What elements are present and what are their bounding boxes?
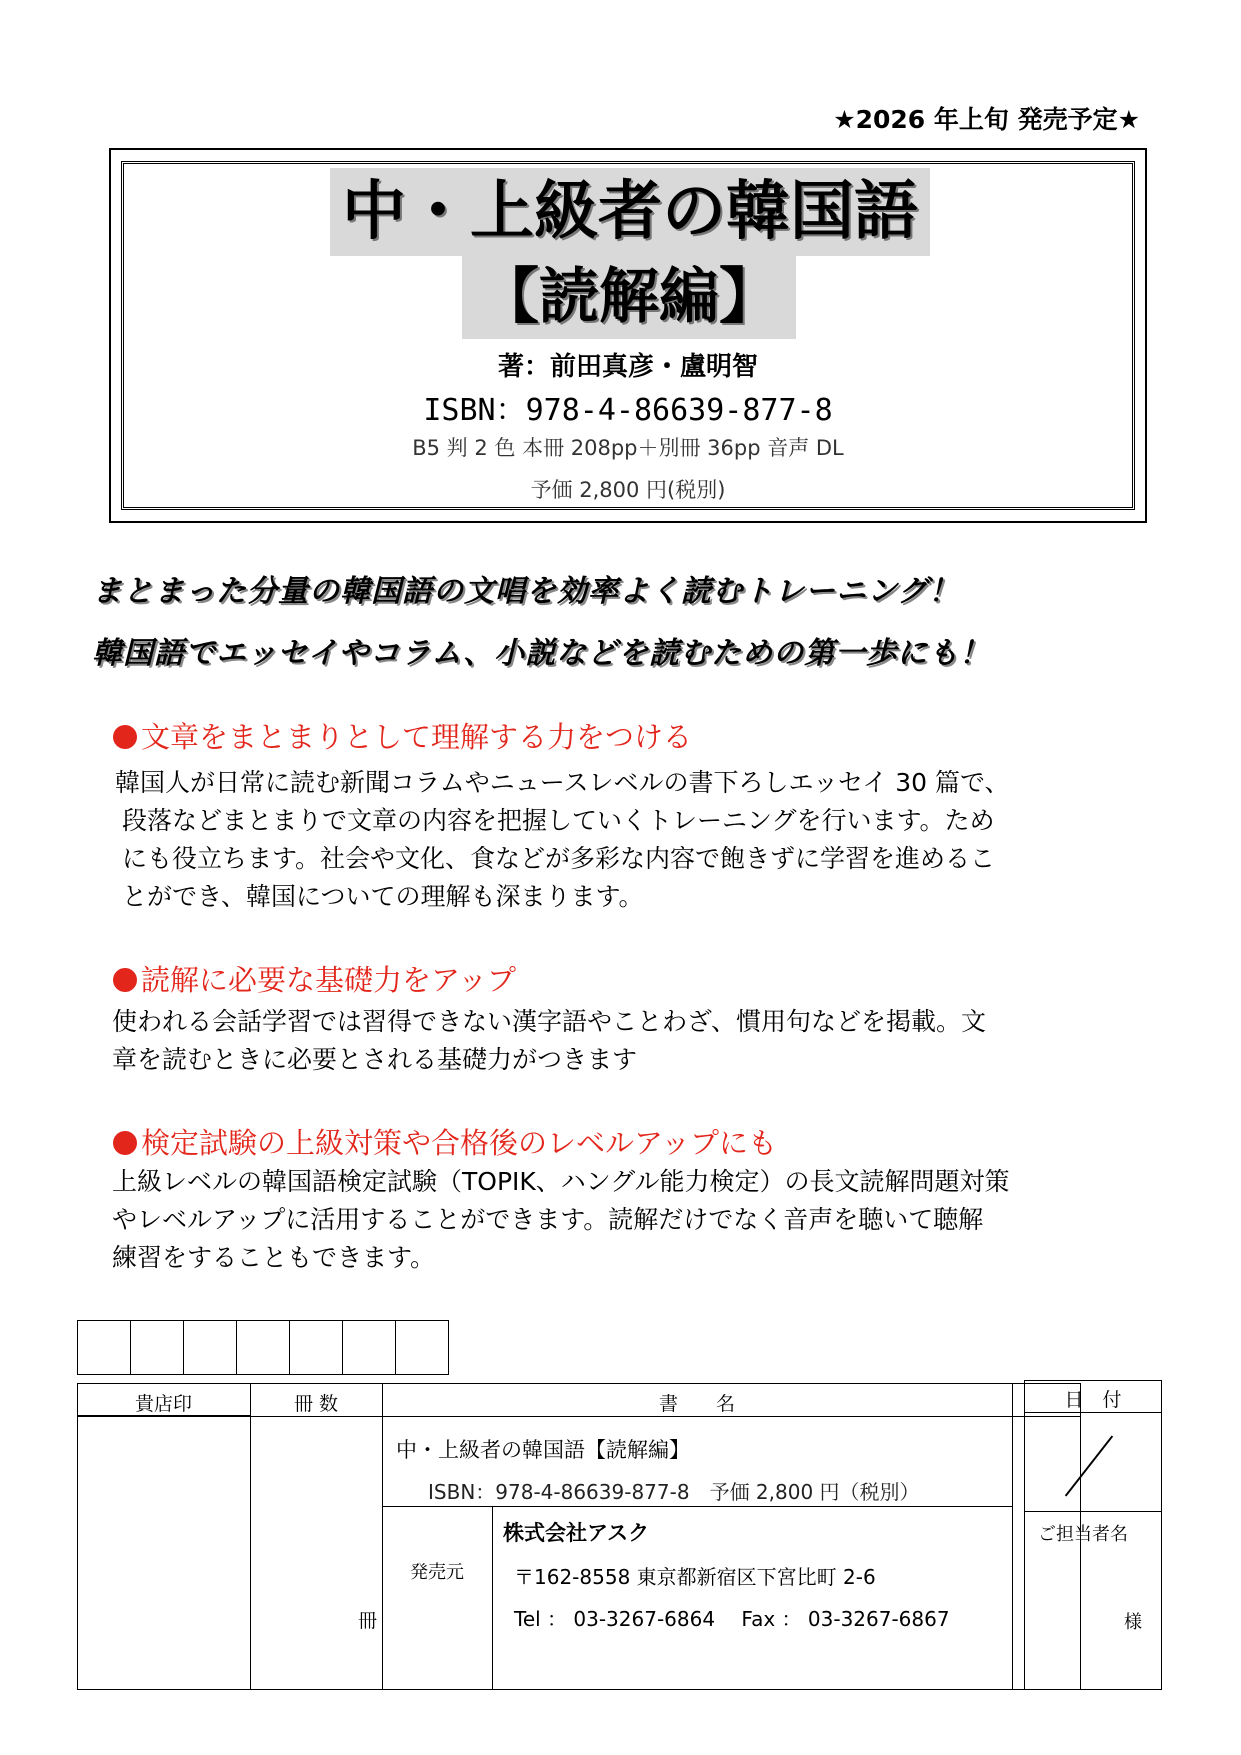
publisher-contact: Tel ： 03-3267-6864 Fax ： 03-3267-6867	[514, 1607, 950, 1631]
section-heading-text: 文章をまとまりとして理解する力をつける	[141, 720, 693, 754]
divider	[250, 1383, 251, 1690]
catchphrase-2: 韓国語でエッセイやコラム、小説などを読むための第一歩にも！	[92, 636, 991, 671]
form-book-title: 中・上級者の韓国語【読解編】	[396, 1438, 690, 1462]
code-box	[342, 1320, 396, 1375]
section-1-line-3: にも役立ちます。社会や文化、食などが多彩な内容で飽きずに学習を進めるこ	[122, 844, 996, 873]
code-box	[289, 1320, 343, 1375]
quantity-label: 冊 数	[293, 1393, 339, 1415]
section-1-line-2: 段落などまとまりで文章の内容を把握していくトレーニングを行います。ため	[122, 806, 995, 835]
book-subtitle: 【読解編】	[462, 256, 796, 339]
staff-name-label: ご担当者名	[1038, 1524, 1128, 1545]
section-3-line-2: やレベルアップに活用することができます。読解だけでなく音声を聴いて聴解	[112, 1205, 984, 1234]
book-spec: B5 判 2 色 本冊 208pp＋別冊 36pp 音声 DL	[412, 436, 844, 460]
section-3-line-1: 上級レベルの韓国語検定試験（TOPIK、ハングル能力検定）の長文読解問題対策	[112, 1167, 1010, 1196]
section-heading-2	[113, 958, 516, 999]
book-price: 予価 2,800 円(税別)	[530, 478, 726, 502]
authors: 著：前田真彦・盧明智	[497, 352, 758, 382]
code-box	[395, 1320, 449, 1375]
red-bullet-icon	[113, 725, 137, 749]
section-3-line-3: 練習をすることもできます。	[112, 1243, 436, 1272]
publisher-label: 発売元	[410, 1562, 464, 1583]
code-box	[130, 1320, 184, 1375]
red-bullet-icon	[113, 968, 137, 992]
section-heading-3	[113, 1121, 777, 1162]
section-1-line-4: とができ、韓国についての理解も深まります。	[122, 882, 644, 911]
divider	[77, 1416, 1081, 1417]
date-label: 日 付	[1064, 1389, 1122, 1411]
quantity-unit: 冊	[358, 1610, 378, 1632]
staff-suffix: 様	[1124, 1612, 1142, 1633]
shop-stamp-label: 貴店印	[134, 1393, 192, 1415]
section-heading-text: 読解に必要な基礎力をアップ	[141, 963, 516, 997]
isbn: ISBN：978-4-86639-877-8	[423, 393, 833, 428]
divider	[1024, 1511, 1162, 1512]
book-title: 中・上級者の韓国語	[330, 168, 930, 256]
code-box	[183, 1320, 237, 1375]
divider	[1024, 1412, 1162, 1413]
publisher-name: 株式会社アスク	[503, 1521, 650, 1545]
publisher-address: 〒162-8558 東京都新宿区下宮比町 2-6	[514, 1565, 876, 1589]
red-bullet-icon	[113, 1131, 137, 1155]
section-2-line-1: 使われる会話学習では習得できない漢字語やことわざ、慣用句などを掲載。文	[112, 1007, 987, 1036]
release-notice: ★2026 年上旬 発売予定★	[833, 105, 1140, 134]
divider	[1012, 1383, 1013, 1690]
divider	[382, 1506, 1012, 1507]
divider	[492, 1506, 493, 1690]
code-box	[77, 1320, 131, 1375]
form-isbn-price: ISBN：978-4-86639-877-8 予価 2,800 円（税別）	[428, 1480, 920, 1504]
section-heading-text: 検定試験の上級対策や合格後のレベルアップにも	[141, 1126, 777, 1160]
code-box	[236, 1320, 290, 1375]
divider	[382, 1383, 383, 1690]
catchphrase-1: まとまった分量の韓国語の文唱を効率よく読むトレーニング！	[92, 574, 960, 609]
section-heading-1	[113, 715, 692, 756]
section-1-line-1: 韓国人が日常に読む新聞コラムやニュースレベルの書下ろしエッセイ 30 篇で、	[115, 768, 1010, 797]
book-name-label: 書 名	[658, 1393, 735, 1415]
section-2-line-2: 章を読むときに必要とされる基礎力がつきます	[112, 1045, 638, 1074]
